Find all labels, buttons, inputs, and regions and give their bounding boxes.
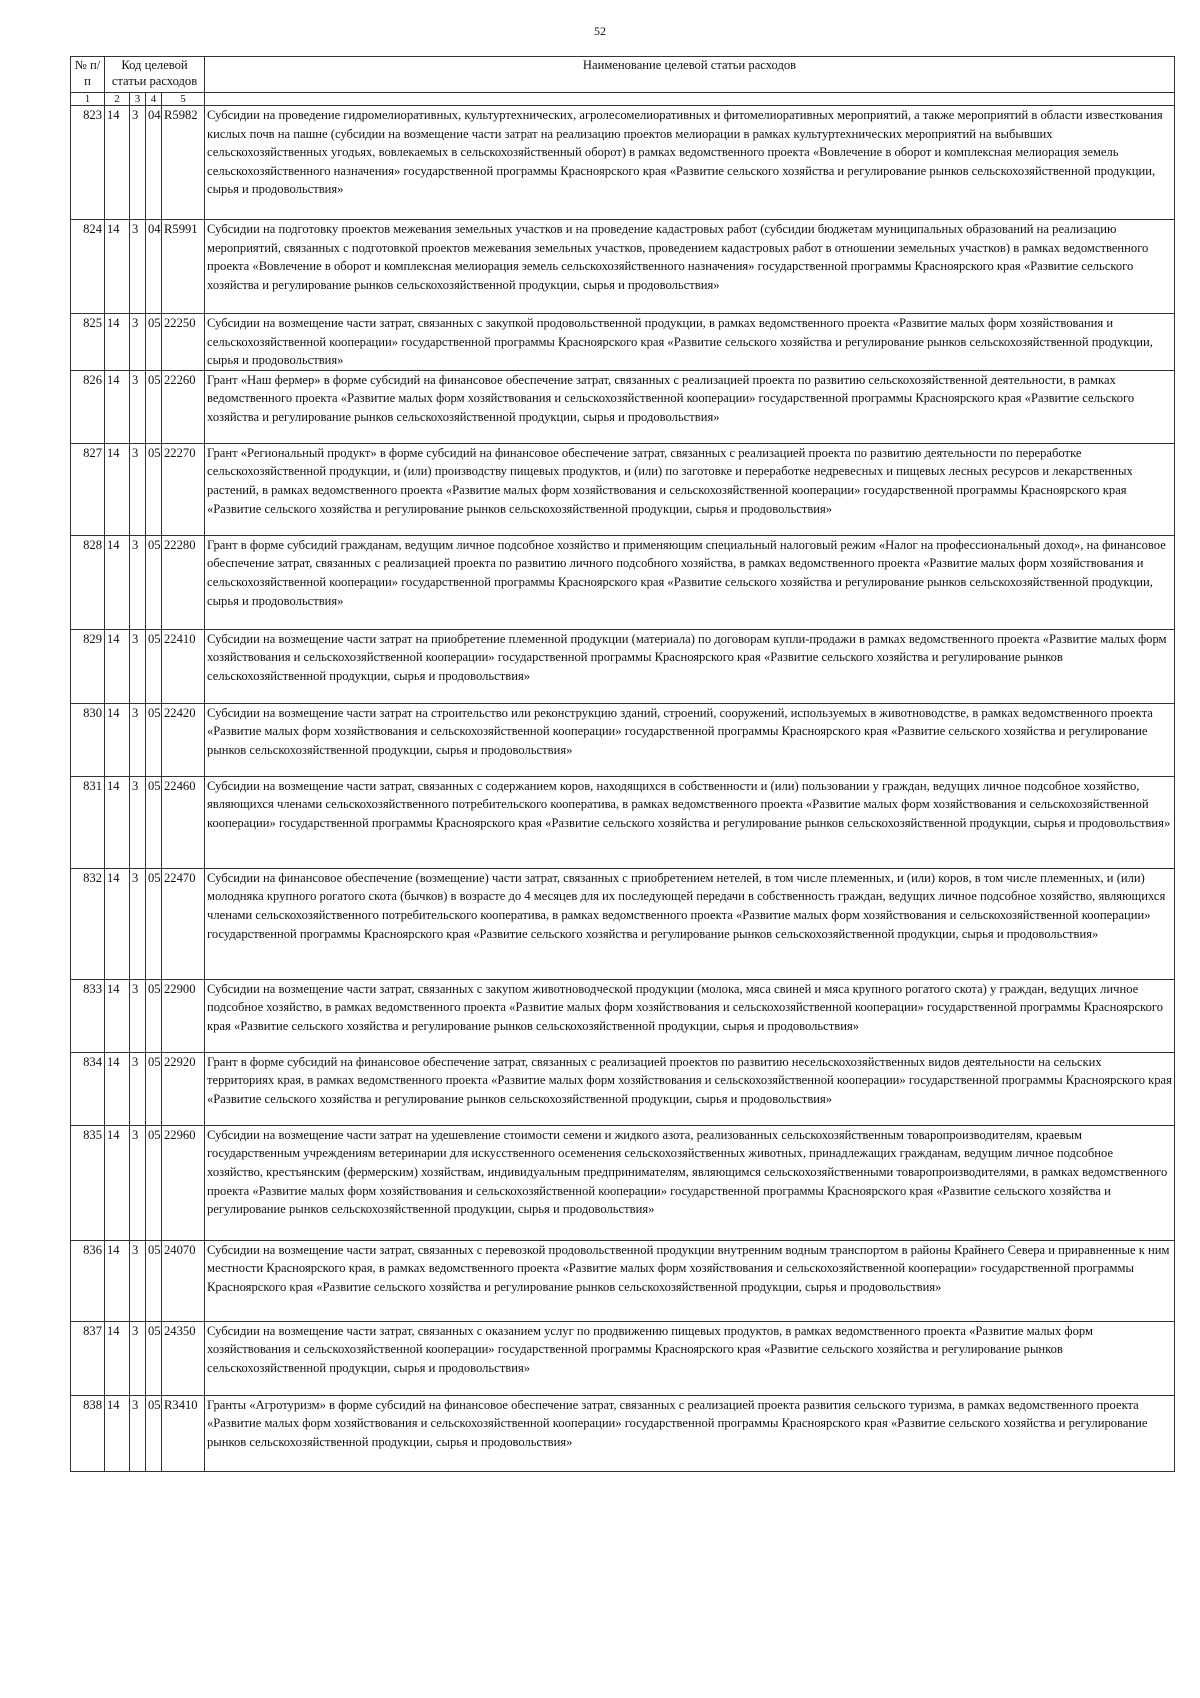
row-description: Грант в форме субсидий на финансовое обеспечение затрат, связанных с реализацией проектов по развитию несельскохозяйственных видов деятельности на сельских территориях края, в рамках ведомственного проекта «Развитие малых форм хозяйствования и сельскохозяйственной кооперации» государственной программы Красноярского края «Развитие сельского хозяйства и регулирование рынков сельскохозяйственной продукции, сырья и продовольствия» [205,1052,1175,1125]
table-row [71,703,1175,776]
code-part-3: 05 [146,776,162,868]
table-row [71,629,1175,703]
row-description: Субсидии на возмещение части затрат на удешевление стоимости семени и жидкого азота, реализованных сельскохозяйственным товаропроизводителям, краевым государственным учреждениям ветеринарии для искусственного осеменения сельскохозяйственных животных, принадлежащих гражданам, ведущим личное подсобное хозяйство, крестьянским (фермерским) хозяйствам, индивидуальным предпринимателям, являющимся сельскохозяйственными товаропроизводителями, в рамках ведомственного проекта «Развитие малых форм хозяйствования и сельскохозяйственной кооперации» государственной программы Красноярского края «Развитие сельского хозяйства и регулирование рынков сельскохозяйственной продукции, сырья и продовольствия» [205,1125,1175,1240]
code-part-2: 3 [130,1052,146,1125]
table-row [71,1125,1175,1240]
row-description: Субсидии на проведение гидромелиоративных, культуртехнических, агролесомелиоративных и фитомелиоративных мероприятий, а также мероприятий в области известкования кислых почв на пашне (субсидии на возмещение части затрат на реализацию проектов мелиорации в рамках культуртехнических мероприятий на выбывших сельскохозяйственных угодьях, вовлекаемых в сельскохозяйственный оборот) в рамках ведомственного проекта «Вовлечение в оборот и комплексная мелиорация земель сельскохозяйственного назначения» государственной программы Красноярского края «Развитие сельского хозяйства и регулирование рынков сельскохозяйственной продукции, сырья и продовольствия» [205,106,1175,220]
code-part-2: 3 [130,1125,146,1240]
code-part-4: 22960 [162,1125,205,1240]
code-part-1: 14 [105,1395,130,1471]
code-part-2: 3 [130,979,146,1052]
code-part-4: R5991 [162,220,205,314]
row-number: 832 [71,868,105,979]
row-number: 827 [71,443,105,535]
table-row [71,535,1175,629]
row-number: 838 [71,1395,105,1471]
code-part-1: 14 [105,776,130,868]
code-part-3: 05 [146,1240,162,1321]
code-part-2: 3 [130,443,146,535]
table-row [71,979,1175,1052]
header-col-number [205,93,1175,106]
code-part-4: 22260 [162,370,205,443]
code-part-2: 3 [130,370,146,443]
header-col-number: 3 [130,93,146,106]
code-part-3: 05 [146,629,162,703]
row-number: 836 [71,1240,105,1321]
row-number: 828 [71,535,105,629]
code-part-4: 22410 [162,629,205,703]
code-part-3: 04 [146,106,162,220]
row-description: Субсидии на возмещение части затрат, связанных с закупом животноводческой продукции (молока, мяса свиней и мяса крупного рогатого скота) у граждан, ведущих личное подсобное хозяйство, в рамках ведомственного проекта «Развитие малых форм хозяйствования и сельскохозяйственной кооперации» государственной программы Красноярского края «Развитие сельского хозяйства и регулирование рынков сельскохозяйственной продукции, сырья и продовольствия» [205,979,1175,1052]
row-description: Субсидии на подготовку проектов межевания земельных участков и на проведение кадастровых работ (субсидии бюджетам муниципальных образований на реализацию мероприятий, связанных с подготовкой проектов межевания земельных участков, проведением кадастровых работ в отношении земельных участков) в рамках ведомственного проекта «Вовлечение в оборот и комплексная мелиорация земель сельскохозяйственного назначения» государственной программы Красноярского края «Развитие сельского хозяйства и регулирование рынков сельскохозяйственной продукции, сырья и продовольствия» [205,220,1175,314]
code-part-4: 22280 [162,535,205,629]
code-part-4: 22460 [162,776,205,868]
code-part-4: 22920 [162,1052,205,1125]
code-part-2: 3 [130,220,146,314]
code-part-4: 22900 [162,979,205,1052]
table-row [71,220,1175,314]
table-header [71,57,1175,106]
table-row [71,314,1175,371]
code-part-2: 3 [130,314,146,371]
code-part-3: 05 [146,370,162,443]
code-part-2: 3 [130,1395,146,1471]
row-description: Грант в форме субсидий гражданам, ведущим личное подсобное хозяйство и применяющим специальный налоговый режим «Налог на профессиональный доход», на финансовое обеспечение затрат, связанных с реализацией проекта по развитию личного подсобного хозяйства, в рамках ведомственного проекта «Развитие малых форм хозяйствования и сельскохозяйственной кооперации» государственной программы Красноярского края «Развитие сельского хозяйства и регулирование рынков сельскохозяйственной продукции, сырья и продовольствия» [205,535,1175,629]
code-part-2: 3 [130,106,146,220]
code-part-2: 3 [130,1240,146,1321]
table-row [71,106,1175,220]
code-part-2: 3 [130,1321,146,1395]
code-part-2: 3 [130,535,146,629]
row-number: 837 [71,1321,105,1395]
row-description: Грант «Наш фермер» в форме субсидий на финансовое обеспечение затрат, связанных с реализацией проекта по развитию сельскохозяйственной деятельности, в рамках ведомственного проекта «Развитие малых форм хозяйствования и сельскохозяйственной кооперации» государственной программы Красноярского края «Развитие сельского хозяйства и регулирование рынков сельскохозяйственной продукции, сырья и продовольствия» [205,370,1175,443]
code-part-1: 14 [105,1321,130,1395]
code-part-4: R5982 [162,106,205,220]
code-part-2: 3 [130,776,146,868]
row-number: 833 [71,979,105,1052]
code-part-3: 05 [146,868,162,979]
header-name: Наименование целевой статьи расходов [205,57,1175,93]
table-row [71,443,1175,535]
table-row [71,1240,1175,1321]
table-row [71,370,1175,443]
table-row [71,868,1175,979]
code-part-2: 3 [130,703,146,776]
page-number: 52 [594,24,606,38]
row-number: 824 [71,220,105,314]
table-row [71,1321,1175,1395]
row-description: Гранты «Агротуризм» в форме субсидий на финансовое обеспечение затрат, связанных с реализацией проекта развития сельского туризма, в рамках ведомственного проекта «Развитие малых форм хозяйствования и сельскохозяйственной кооперации» государственной программы Красноярского края «Развитие сельского хозяйства и регулирование рынков сельскохозяйственной продукции, сырья и продовольствия» [205,1395,1175,1471]
code-part-4: 22470 [162,868,205,979]
header-num: № п/п [71,57,105,93]
header-col-number: 5 [162,93,205,106]
code-part-4: 22250 [162,314,205,371]
code-part-3: 05 [146,1395,162,1471]
code-part-4: 24350 [162,1321,205,1395]
code-part-1: 14 [105,220,130,314]
code-part-3: 05 [146,1052,162,1125]
table-row [71,1395,1175,1471]
code-part-2: 3 [130,868,146,979]
code-part-2: 3 [130,629,146,703]
code-part-1: 14 [105,703,130,776]
code-part-3: 05 [146,703,162,776]
code-part-1: 14 [105,1125,130,1240]
table-row [71,1052,1175,1125]
code-part-4: R3410 [162,1395,205,1471]
row-number: 830 [71,703,105,776]
row-description: Субсидии на возмещение части затрат, связанных с оказанием услуг по продвижению пищевых продуктов, в рамках ведомственного проекта «Развитие малых форм хозяйствования и сельскохозяйственной кооперации» государственной программы Красноярского края «Развитие сельского хозяйства и регулирование рынков сельскохозяйственной продукции, сырья и продовольствия» [205,1321,1175,1395]
code-part-1: 14 [105,106,130,220]
code-part-4: 22420 [162,703,205,776]
row-number: 826 [71,370,105,443]
code-part-3: 04 [146,220,162,314]
row-description: Субсидии на возмещение части затрат на приобретение племенной продукции (материала) по договорам купли-продажи в рамках ведомственного проекта «Развитие малых форм хозяйствования и сельскохозяйственной кооперации» государственной программы Красноярского края «Развитие сельского хозяйства и регулирование рынков сельскохозяйственной продукции, сырья и продовольствия» [205,629,1175,703]
code-part-4: 24070 [162,1240,205,1321]
code-part-3: 05 [146,314,162,371]
row-number: 829 [71,629,105,703]
row-number: 834 [71,1052,105,1125]
code-part-3: 05 [146,1321,162,1395]
code-part-1: 14 [105,629,130,703]
code-part-1: 14 [105,868,130,979]
code-part-1: 14 [105,535,130,629]
header-col-number: 2 [105,93,130,106]
row-description: Субсидии на возмещение части затрат на строительство или реконструкцию зданий, строений, сооружений, используемых в животноводстве, в рамках ведомственного проекта «Развитие малых форм хозяйствования и сельскохозяйственной кооперации» государственной программы Красноярского края «Развитие сельского хозяйства и регулирование рынков сельскохозяйственной продукции, сырья и продовольствия» [205,703,1175,776]
row-description: Субсидии на возмещение части затрат, связанных с закупкой продовольственной продукции, в рамках ведомственного проекта «Развитие малых форм хозяйствования и сельскохозяйственной кооперации» государственной программы Красноярского края «Развитие сельского хозяйства и регулирование рынков сельскохозяйственной продукции, сырья и продовольствия» [205,314,1175,371]
header-code: Код целевой статьи расходов [105,57,205,93]
code-part-1: 14 [105,979,130,1052]
code-part-3: 05 [146,535,162,629]
row-number: 823 [71,106,105,220]
code-part-1: 14 [105,1240,130,1321]
row-description: Грант «Региональный продукт» в форме субсидий на финансовое обеспечение затрат, связанных с реализацией проекта по развитию деятельности по переработке сельскохозяйственной продукции, и (или) производству пищевых продуктов, и (или) по заготовке и переработке недревесных и пищевых лесных ресурсов и лекарственных растений, в рамках ведомственного проекта «Развитие малых форм хозяйствования и сельскохозяйственной кооперации» государственной программы Красноярского края «Развитие сельского хозяйства и регулирование рынков сельскохозяйственной продукции, сырья и продовольствия» [205,443,1175,535]
code-part-1: 14 [105,314,130,371]
code-part-1: 14 [105,443,130,535]
budget-table [70,56,1175,1472]
code-part-4: 22270 [162,443,205,535]
header-col-number: 4 [146,93,162,106]
header-col-number: 1 [71,93,105,106]
code-part-3: 05 [146,1125,162,1240]
row-number: 835 [71,1125,105,1240]
row-description: Субсидии на возмещение части затрат, связанных с содержанием коров, находящихся в собственности и (или) пользовании у граждан, ведущих личное подсобное хозяйство, являющихся членами сельскохозяйственного потребительского кооператива, в рамках ведомственного проекта «Развитие малых форм хозяйствования и сельскохозяйственной кооперации» государственной программы Красноярского края «Развитие сельского хозяйства и регулирование рынков сельскохозяйственной продукции, сырья и продовольствия» [205,776,1175,868]
code-part-1: 14 [105,370,130,443]
table-row [71,776,1175,868]
code-part-3: 05 [146,979,162,1052]
row-description: Субсидии на финансовое обеспечение (возмещение) части затрат, связанных с приобретением нетелей, в том числе племенных, и (или) коров, в том числе племенных, и (или) молодняка крупного рогатого скота (бычков) в возрасте до 4 месяцев для их последующей передачи в собственность граждан, ведущих личное подсобное хозяйство, являющихся членами сельскохозяйственного потребительского кооператива, в рамках ведомственного проекта «Развитие малых форм хозяйствования и сельскохозяйственной кооперации» государственной программы Красноярского края «Развитие сельского хозяйства и регулирование рынков сельскохозяйственной продукции, сырья и продовольствия» [205,868,1175,979]
code-part-3: 05 [146,443,162,535]
code-part-1: 14 [105,1052,130,1125]
row-number: 825 [71,314,105,371]
row-number: 831 [71,776,105,868]
table-body [71,106,1175,1472]
row-description: Субсидии на возмещение части затрат, связанных с перевозкой продовольственной продукции внутренним водным транспортом в районы Крайнего Севера и приравненные к ним местности Красноярского края, в рамках ведомственного проекта «Развитие малых форм хозяйствования и сельскохозяйственной кооперации» государственной программы Красноярского края «Развитие сельского хозяйства и регулирование рынков сельскохозяйственной продукции, сырья и продовольствия» [205,1240,1175,1321]
